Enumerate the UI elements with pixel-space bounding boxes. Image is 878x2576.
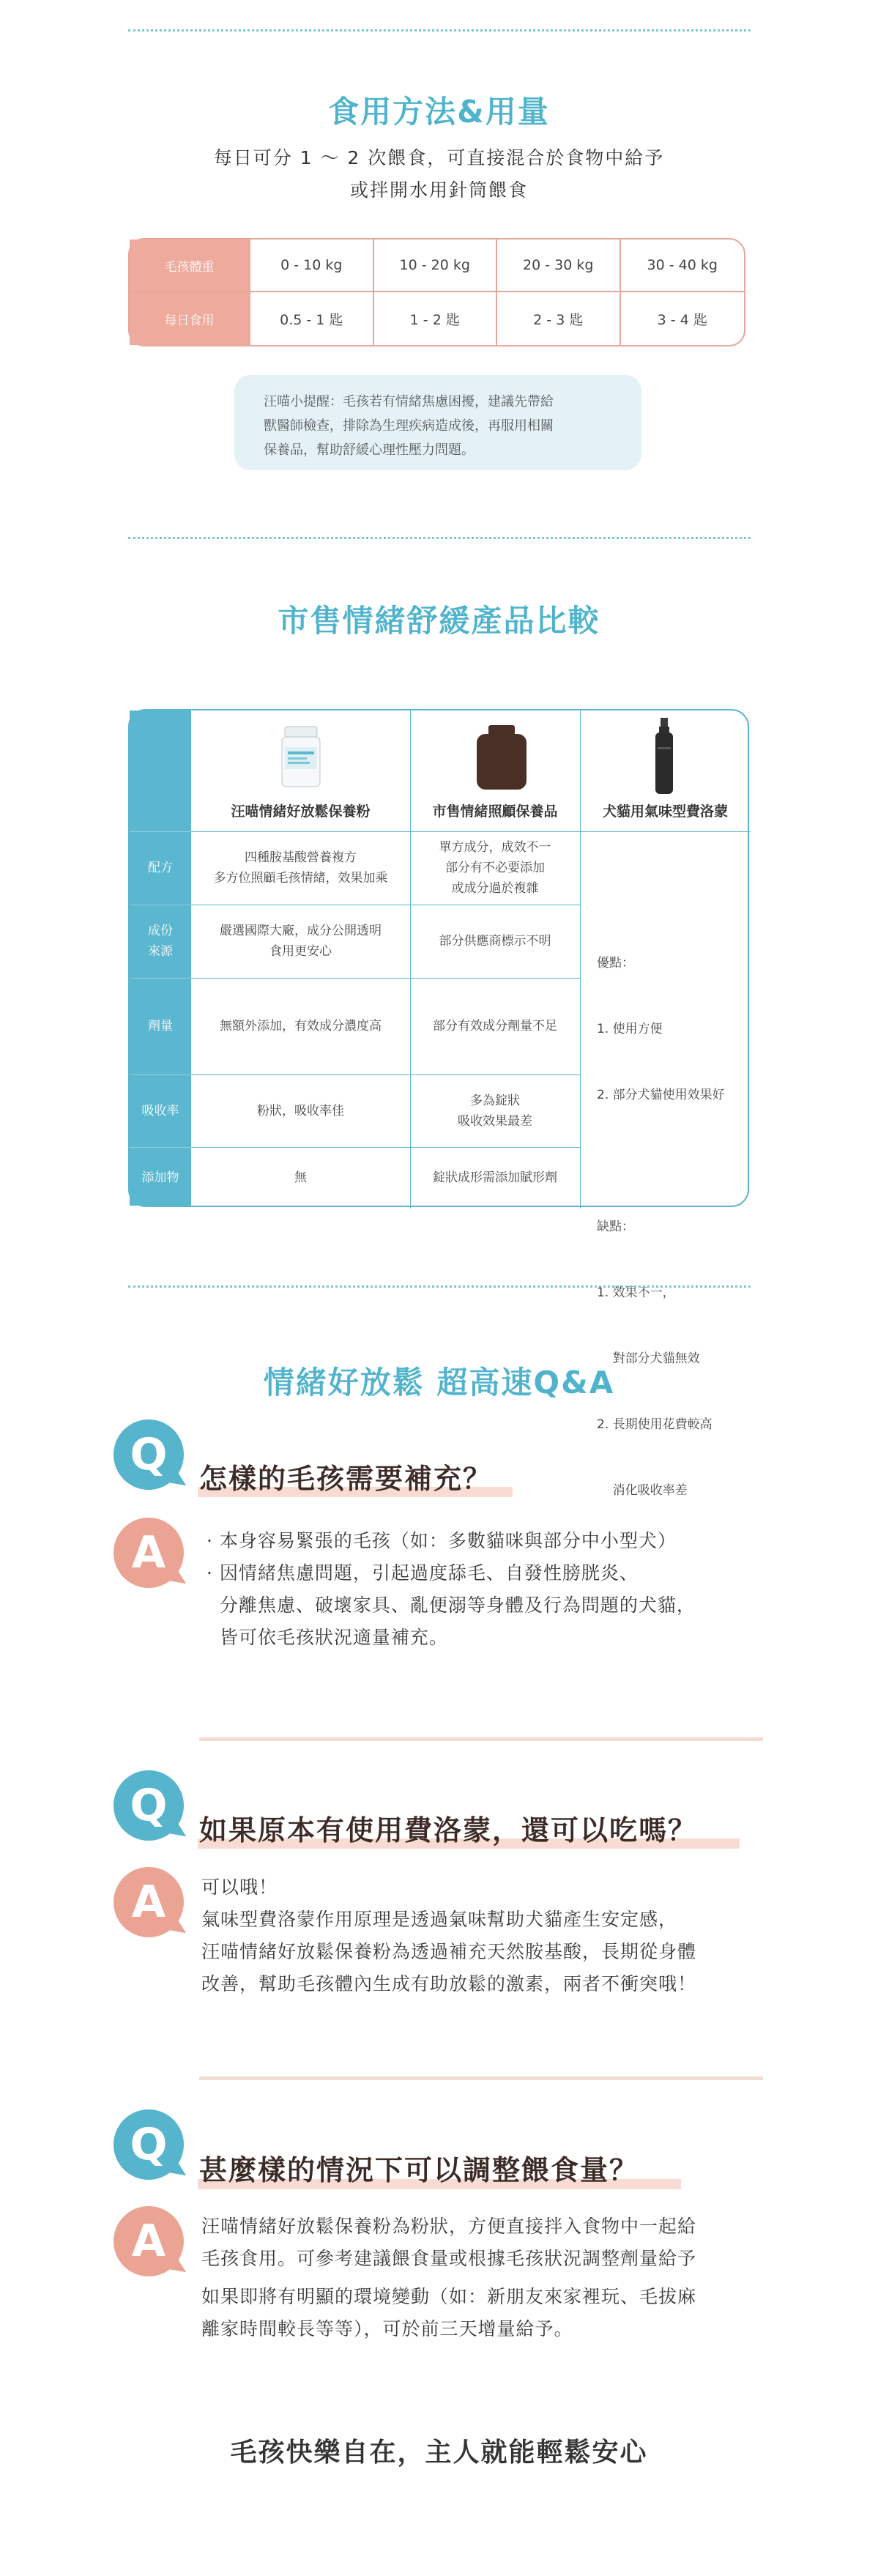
amount-label: 每日食用 [130,292,250,345]
question-badge: Q [114,2109,184,2180]
column-divider [580,710,581,1209]
closing-slogan: 毛孩快樂自在，主人就能輕鬆安心 [230,2438,648,2468]
market-product-cell: 單方成分，成效不一 部分有不必要添加 或成分過於複雜 [439,840,551,896]
column-header: 汪喵情緒好放鬆保養粉 [231,803,371,820]
powder-jar-image [279,725,323,790]
our-product-cell: 粉狀，吸收率佳 [257,1103,344,1118]
answer-badge: A [114,1518,184,1588]
column-header: 犬貓用氣味型費洛蒙 [602,803,728,820]
reminder-line: 汪喵小提醒：毛孩若有情緒焦慮困擾，建議先帶給 [264,394,554,409]
usage-line-1: 每日可分 1 ～ 2 次餵食，可直接混合於食物中給予 [213,147,665,168]
question-text: 怎樣的毛孩需要補充？ [199,1463,493,1495]
reminder-line: 獸醫師檢查，排除為生理疾病造成後，再服用相關 [264,418,554,434]
market-product-cell: 多為錠狀 吸收效果最差 [458,1093,532,1129]
answer-line: 毛孩食用。可參考建議餵食量或根據毛孩狀況調整劑量給予 [201,2248,697,2269]
pros-cons-line: 優點： [597,956,634,970]
usage-line-2: 或拌開水用針筒餵食 [349,179,528,201]
pros-cons-line: 2. 部分犬貓使用效果好 [597,1088,725,1102]
our-product-cell: 無 [294,1170,307,1185]
answer-line: 汪喵情緒好放鬆保養粉為透過補充天然胺基酸，長期從身體 [201,1941,697,1962]
our-product-cell: 嚴選國際大廠，成分公開透明 食用更安心 [220,924,382,959]
answer-text [207,1525,696,1654]
comparison-title: 市售情緒舒緩產品比較 [278,603,600,639]
usage-title: 食用方法&用量 [328,94,550,130]
weight-cell: 0 - 10 kg [250,240,374,292]
weight-label: 毛孩體重 [130,240,250,292]
question-text: 甚麼樣的情況下可以調整餵食量？ [199,2154,639,2186]
answer-line: 分離焦慮、破壞家具、亂便溺等身體及行為問題的犬貓， [207,1595,696,1616]
answer-text [201,2211,696,2345]
answer-line: · 因情緒焦慮問題，引起過度舔毛、自發性膀胱炎、 [207,1562,639,1584]
question-text: 如果原本有使用費洛蒙，還可以吃嗎？ [199,1814,698,1846]
amount-cell: 0.5 - 1 匙 [250,292,374,345]
reminder-line: 保養品，幫助舒緩心理性壓力問題。 [264,442,475,458]
market-product-cell: 部分有效成分劑量不足 [433,1019,557,1033]
row-label: 添加物 [141,1170,179,1185]
dosage-table [128,238,745,346]
answer-line: 汪喵情緒好放鬆保養粉為粉狀，方便直接拌入食物中一起給 [201,2216,697,2237]
answer-text [201,1871,696,2000]
answer-line: 改善，幫助毛孩體內生成有助放鬆的激素，兩者不衝突哦！ [201,1973,697,1994]
supplement-bottle-image [472,724,531,791]
answer-line: 離家時間較長等等），可於前三天增量給予。 [201,2318,573,2339]
qa-separator [199,2076,763,2080]
answer-line: 皆可依毛孩狀況適量補充。 [207,1627,448,1648]
dotted-divider [128,537,751,539]
amount-cell: 2 - 3 匙 [497,292,621,345]
our-product-cell: 四種胺基酸營養複方 多方位照顧毛孩情緒，效果加乘 [213,850,388,886]
market-product-cell: 錠狀成形需添加賦形劑 [433,1170,557,1185]
answer-line: 可以哦！ [201,1877,278,1898]
pros-cons-line: 1. 效果不一， [597,1285,675,1300]
qa-title: 情緒好放鬆 超高速Q&A [263,1365,615,1400]
question-badge: Q [114,1419,184,1490]
qa-separator [199,1737,763,1741]
pros-cons-line: 對部分犬貓無效 [597,1351,700,1366]
answer-line: 如果即將有明顯的環境變動（如：新朋友來家裡玩、毛拔麻 [201,2286,697,2307]
row-label: 配方 [148,861,173,875]
row-label: 吸收率 [141,1103,179,1118]
pros-cons-line: 1. 使用方便 [597,1022,663,1036]
pheromone-pros-cons [597,908,743,1545]
weight-cell: 30 - 40 kg [621,240,745,292]
dotted-divider [128,1285,751,1288]
answer-line: 氣味型費洛蒙作用原理是透過氣味幫助犬貓產生安定感， [201,1909,678,1930]
amount-cell: 3 - 4 匙 [657,311,707,328]
answer-badge: A [114,1867,184,1937]
our-product-cell: 無額外添加，有效成分濃度高 [220,1019,382,1033]
answer-badge: A [114,2206,184,2276]
pros-cons-line: 缺點： [597,1220,634,1234]
pros-cons-line: 2. 長期使用花費較高 [597,1417,713,1432]
reminder-box [234,375,641,470]
row-label: 成份 來源 [148,924,173,959]
market-product-cell: 部分供應商標示不明 [439,934,551,949]
pros-cons-spacer [597,1150,743,1172]
question-badge: Q [114,1770,184,1841]
column-header: 市售情緒照顧保養品 [432,803,558,820]
pros-cons-line: 消化吸收率差 [597,1483,688,1498]
row-label: 劑量 [148,1019,173,1033]
answer-line: · 本身容易緊張的毛孩（如：多數貓咪與部分中小型犬） [207,1530,677,1551]
weight-cell: 20 - 30 kg [497,240,621,292]
dotted-divider [128,29,751,31]
pheromone-spray-image [653,718,675,795]
amount-cell: 1 - 2 匙 [374,292,498,345]
weight-cell: 10 - 20 kg [374,240,498,292]
